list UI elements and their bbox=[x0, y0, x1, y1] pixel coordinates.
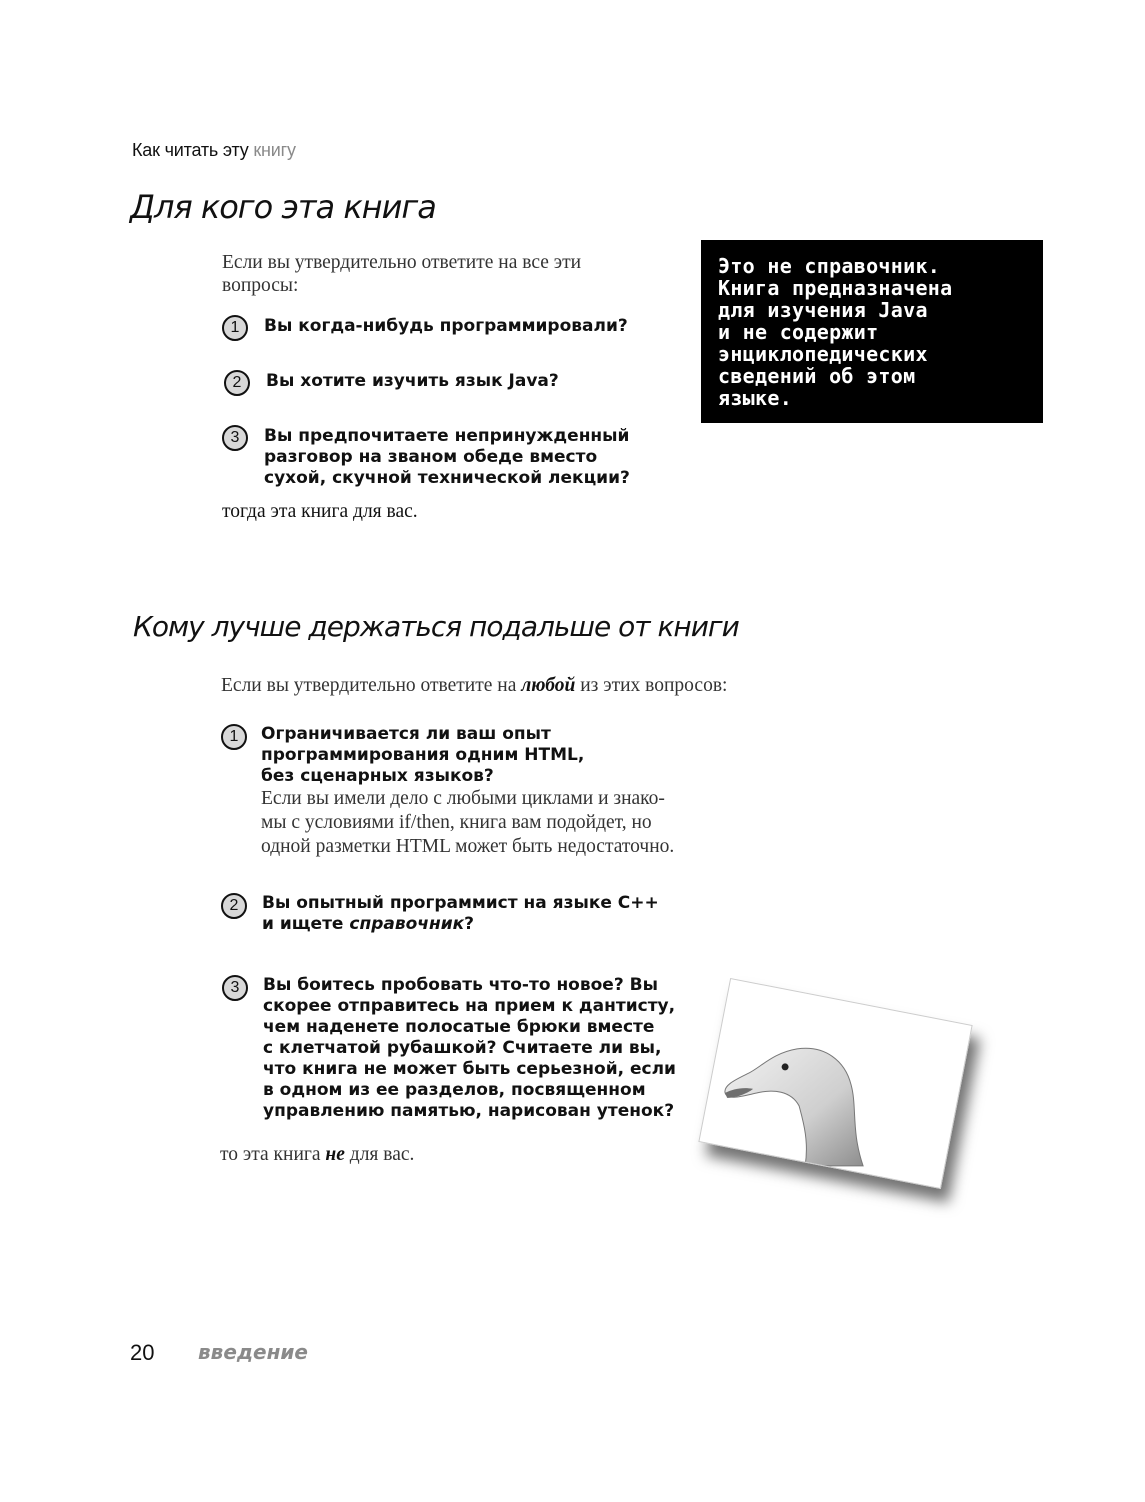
question-text bbox=[264, 426, 630, 489]
question-line: скорее отправитесь на прием к дантисту, bbox=[263, 996, 676, 1016]
callout-line: Это не справочник. bbox=[718, 254, 941, 278]
question-line: Вы опытный программист на языке C++ bbox=[262, 893, 659, 913]
explanation-line: одной разметки HTML может быть недостаточно. bbox=[261, 836, 675, 857]
section1-outro: тогда эта книга для вас. bbox=[222, 501, 418, 522]
question-line bbox=[262, 914, 659, 935]
running-head-main: Как читать эту bbox=[132, 140, 254, 160]
question-text bbox=[263, 975, 676, 1122]
question-text bbox=[262, 893, 659, 935]
number-badge: 2 bbox=[221, 893, 247, 919]
line-before: и ищете bbox=[262, 914, 350, 934]
callout-box bbox=[701, 240, 1043, 423]
callout-line: для изучения Java bbox=[718, 298, 928, 322]
question-text: Вы когда-нибудь программировали? bbox=[264, 316, 628, 336]
number-badge: 1 bbox=[221, 724, 247, 750]
explanation-line: Если вы имели дело с любыми циклами и знако- bbox=[261, 788, 665, 809]
question-line: разговор на званом обеде вместо bbox=[264, 447, 598, 467]
question-line: чем наденете полосатые брюки вместе bbox=[263, 1017, 655, 1037]
callout-line: сведений об этом bbox=[718, 364, 916, 388]
running-head-grey: книгу bbox=[253, 140, 296, 160]
callout-line: энциклопедических bbox=[718, 342, 928, 366]
footer-section: введение bbox=[198, 1340, 308, 1364]
section1-intro: Если вы утвердительно ответите на все эти вопросы: bbox=[222, 252, 582, 296]
number-badge: 3 bbox=[222, 975, 248, 1001]
question-line: сухой, скучной технической лекции? bbox=[264, 468, 630, 488]
question-text bbox=[261, 724, 674, 859]
duck-photo bbox=[698, 978, 972, 1189]
outro-emphasis: не bbox=[325, 1144, 345, 1165]
callout-line: и не содержит bbox=[718, 320, 879, 344]
section1-title: Для кого эта книга bbox=[130, 188, 436, 226]
question-line: без сценарных языков? bbox=[261, 766, 494, 786]
question-line: управлению памятью, нарисован утенок? bbox=[263, 1101, 675, 1121]
line-after: ? bbox=[464, 914, 475, 934]
callout-line: языке. bbox=[718, 386, 793, 410]
outro-after: для вас. bbox=[344, 1144, 415, 1165]
intro-emphasis: любой bbox=[521, 675, 576, 696]
question-line: Вы боитесь пробовать что-то новое? Вы bbox=[263, 975, 658, 995]
duckling-icon bbox=[700, 979, 972, 1188]
number-badge: 2 bbox=[224, 370, 250, 396]
question-line: что книга не может быть серьезной, если bbox=[263, 1059, 676, 1079]
section2-outro bbox=[220, 1143, 414, 1166]
question-line: в одном из ее разделов, посвященном bbox=[263, 1080, 646, 1100]
number-badge: 1 bbox=[222, 315, 248, 341]
number-badge: 3 bbox=[222, 425, 248, 451]
page-number: 20 bbox=[130, 1340, 155, 1365]
question-line: Вы предпочитаете непринужденный bbox=[264, 426, 630, 446]
callout-line: Книга предназначена bbox=[718, 276, 953, 300]
intro-after: из этих вопросов: bbox=[575, 675, 728, 696]
line-emphasis: справочник bbox=[349, 914, 465, 934]
explanation-line: мы с условиями if/then, книга вам подойдет, но bbox=[261, 812, 652, 833]
question-text: Вы хотите изучить язык Java? bbox=[266, 371, 559, 391]
question-line: с клетчатой рубашкой? Считаете ли вы, bbox=[263, 1038, 662, 1058]
question-line: программирования одним HTML, bbox=[261, 745, 585, 765]
question-line: Ограничивается ли ваш опыт bbox=[261, 724, 551, 744]
section2-intro bbox=[221, 674, 727, 697]
intro-before: Если вы утвердительно ответите на bbox=[221, 675, 522, 696]
section2-title: Кому лучше держаться подальше от книги bbox=[133, 610, 739, 643]
outro-before: то эта книга bbox=[220, 1144, 326, 1165]
running-head bbox=[132, 140, 296, 161]
